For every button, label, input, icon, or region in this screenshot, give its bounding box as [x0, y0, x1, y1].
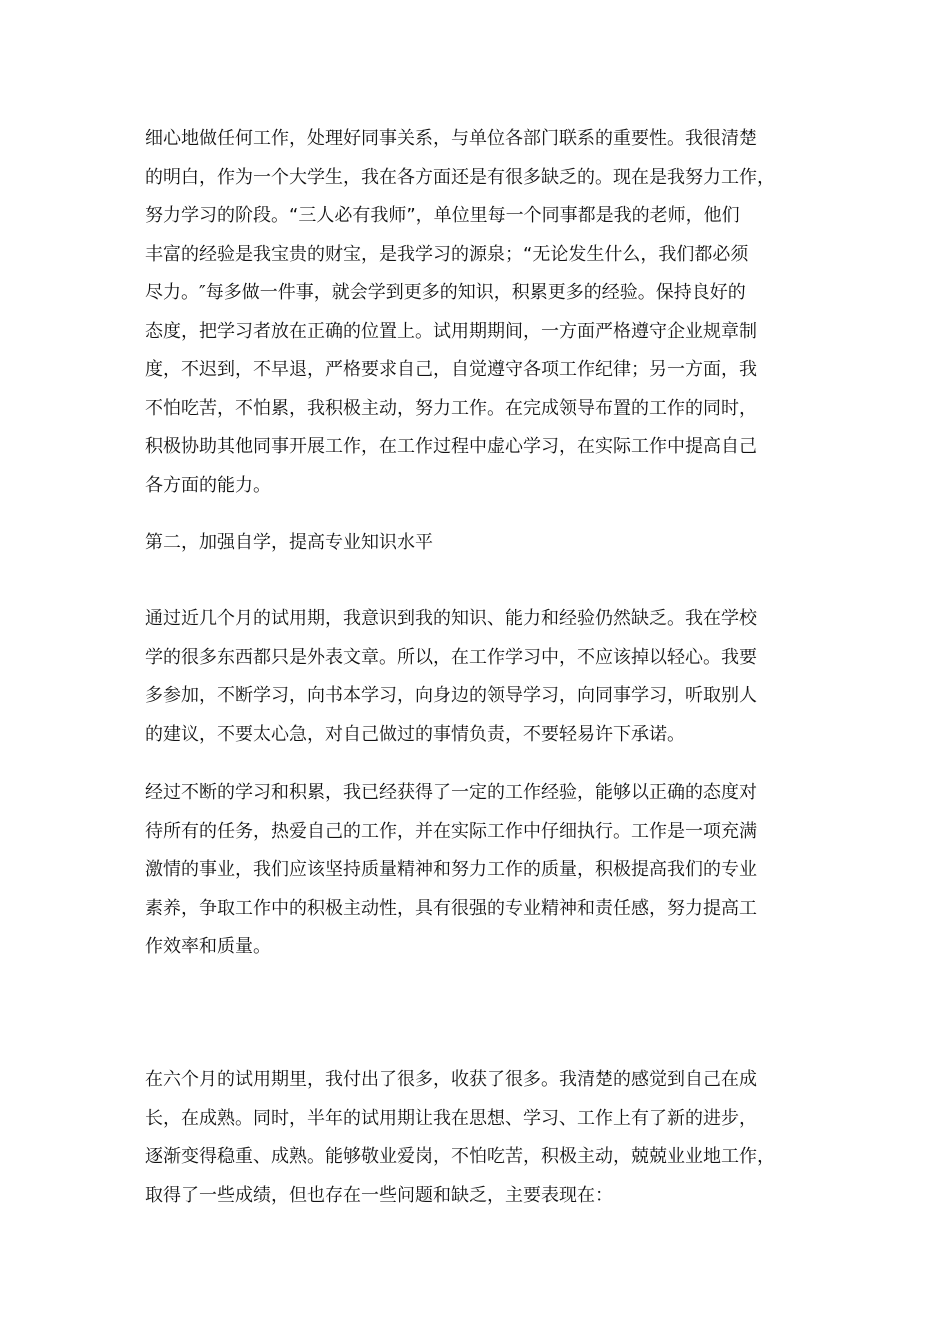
text-line: 长，在成熟。同时，半年的试用期让我在思想、学习、工作上有了新的进步， [145, 1107, 757, 1129]
text-line: 学的很多东西都只是外表文章。所以，在工作学习中，不应该掉以轻心。我要 [145, 646, 757, 668]
text-line: 的建议，不要太心急，对自己做过的事情负责，不要轻易许下承诺。 [145, 723, 685, 745]
text-line: 逐渐变得稳重、成熟。能够敬业爱岗，不怕吃苦，积极主动，兢兢业业地工作， [145, 1146, 775, 1167]
paragraph-self-study [145, 600, 810, 754]
heading-text: 第二，加强自学，提高专业知识水平 [145, 532, 433, 553]
text-line: 素养，争取工作中的积极主动性，具有很强的专业精神和责任感，努力提高工 [145, 897, 757, 919]
paragraph-work-attitude [145, 120, 810, 505]
text-line: 丰富的经验是我宝贵的财宝，是我学习的源泉；“无论发生什么，我们都必须 [145, 243, 749, 265]
text-line: 取得了一些成绩，但也存在一些问题和缺乏，主要表现在： [145, 1184, 613, 1206]
text-line: 各方面的能力。 [145, 474, 271, 496]
text-line: 度，不迟到，不早退，严格要求自己，自觉遵守各项工作纪律；另一方面，我 [145, 359, 757, 380]
text-line: 激情的事业，我们应该坚持质量精神和努力工作的质量，积极提高我们的专业 [145, 859, 757, 880]
text-line: 多参加，不断学习，向书本学习，向身边的领导学习，向同事学习，听取别人 [145, 685, 757, 706]
text-line: 细心地做任何工作，处理好同事关系，与单位各部门联系的重要性。我很清楚 [145, 128, 757, 149]
text-line: 不怕吃苦，不怕累，我积极主动，努力工作。在完成领导布置的工作的同时， [145, 397, 757, 419]
text-line: 通过近几个月的试用期，我意识到我的知识、能力和经验仍然缺乏。我在学校 [145, 608, 757, 629]
text-line: 努力学习的阶段。“三人必有我师”，单位里每一个同事都是我的老师，他们 [145, 205, 740, 226]
text-line: 作效率和质量。 [145, 936, 271, 957]
text-line: 态度，把学习者放在正确的位置上。试用期期间，一方面严格遵守企业规章制 [145, 320, 757, 342]
text-line: 尽力。″每多做一件事，就会学到更多的知识，积累更多的经验。保持良好的 [145, 282, 746, 303]
paragraph-summary [145, 1061, 810, 1215]
text-line: 的明白，作为一个大学生，我在各方面还是有很多缺乏的。现在是我努力工作， [145, 166, 775, 188]
text-line: 积极协助其他同事开展工作，在工作过程中虚心学习，在实际工作中提高自己 [145, 436, 757, 457]
text-line: 待所有的任务，热爱自己的工作，并在实际工作中仔细执行。工作是一项充满 [145, 820, 757, 842]
text-line: 在六个月的试用期里，我付出了很多，收获了很多。我清楚的感觉到自己在成 [145, 1069, 757, 1090]
text-line: 经过不断的学习和积累，我已经获得了一定的工作经验，能够以正确的态度对 [145, 782, 757, 803]
section-heading [145, 524, 810, 563]
paragraph-experience [145, 774, 810, 967]
